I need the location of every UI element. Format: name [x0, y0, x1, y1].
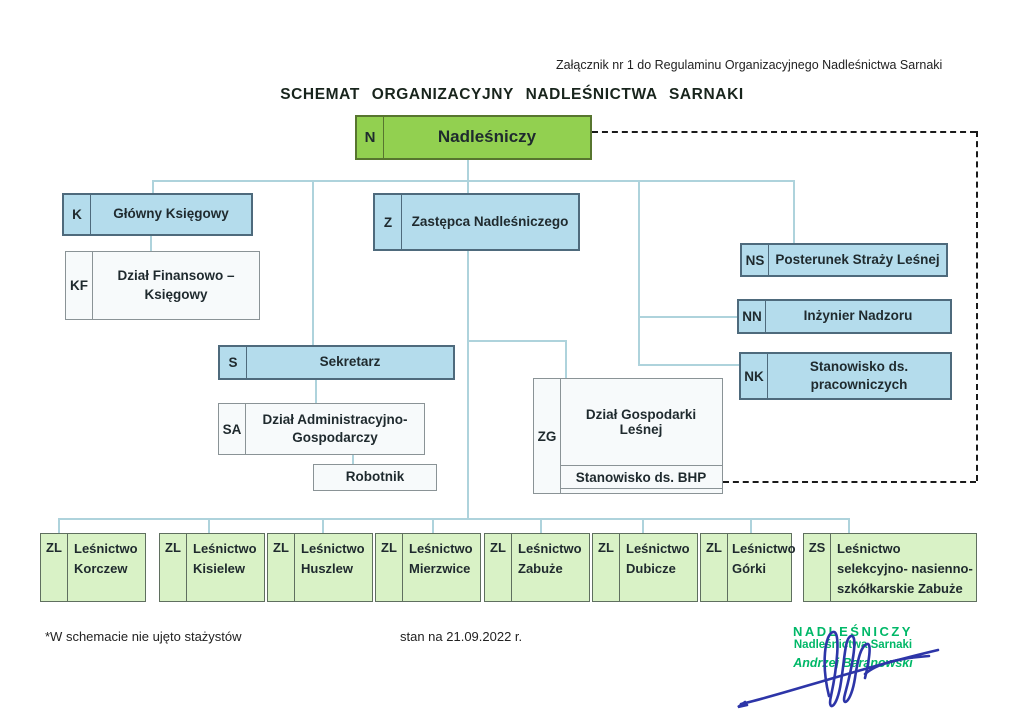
connector-drop-leaf-8: [848, 518, 850, 533]
box-lesnictwo-huszlew-label: Leśnictwo Huszlew: [301, 541, 365, 577]
box-inzynier-nadzoru-code: NN: [739, 301, 766, 332]
dashed-connector-top: [592, 131, 976, 133]
as-of-date: stan na 21.09.2022 r.: [400, 629, 523, 644]
box-inzynier-nadzoru: [737, 299, 952, 334]
box-lesnictwo-zabuze-label: Leśnictwo Zabuże: [518, 541, 582, 577]
dashed-connector-right: [976, 131, 978, 481]
box-posterunek-strazy-lesnej-code: NS: [742, 245, 769, 275]
dashed-connector-bhp: [723, 481, 976, 483]
box-lesnictwo-gorki-code: ZL: [701, 534, 728, 601]
box-sekretarz-label: Sekretarz: [319, 354, 381, 370]
footnote: *W schemacie nie ujęto stażystów: [45, 629, 242, 644]
connector-n-trunk: [467, 160, 469, 180]
connector-drop-zg: [565, 340, 567, 378]
connector-z-bottom-trunk: [467, 251, 469, 518]
box-lesnictwo-dubicze-code: ZL: [593, 534, 620, 601]
stamp-name: Andrzej Baranowski: [793, 656, 913, 670]
box-zastepca-nadlesniczego: [373, 193, 580, 251]
connector-k-kf: [150, 236, 152, 251]
box-lesnictwo-korczew-code: ZL: [41, 534, 68, 601]
box-stanowisko-bhp-label: Stanowisko ds. BHP: [560, 465, 722, 489]
box-lesnictwo-selekcyjne-zabuze-label: Leśnictwo selekcyjno- nasienno- szkółkarskie Zabuże: [837, 541, 973, 597]
box-lesnictwo-huszlew-code: ZL: [268, 534, 295, 601]
box-dzial-gospodarki-lesnej: [533, 378, 723, 494]
box-lesnictwo-kisielew-label: Leśnictwo Kisielew: [193, 541, 257, 577]
box-glowny-ksiegowy-code: K: [64, 195, 91, 234]
box-stanowisko-pracowniczych-code: NK: [741, 354, 768, 398]
connector-right-spine: [638, 180, 640, 366]
box-lesnictwo-dubicze: [592, 533, 698, 602]
box-posterunek-strazy-lesnej-label: Posterunek Straży Leśnej: [775, 251, 940, 267]
box-zastepca-nadlesniczego-code: Z: [375, 195, 402, 249]
box-lesnictwo-kisielew-code: ZL: [160, 534, 187, 601]
box-dzial-gospodarki-lesnej-code: ZG: [534, 379, 561, 493]
connector-drop-leaf-5: [540, 518, 542, 533]
box-lesnictwo-gorki: [700, 533, 796, 602]
box-lesnictwo-korczew: [40, 533, 146, 602]
box-dzial-administracyjno-gospodarczy-label: Dział Administracyjno- Gospodarczy: [262, 411, 408, 445]
box-dzial-finansowo-ksiegowy-label: Dział Finansowo – Księgowy: [117, 268, 235, 302]
box-sekretarz-code: S: [220, 347, 247, 378]
box-robotnik-label: Robotnik: [345, 469, 405, 485]
connector-drop-leaf-3: [322, 518, 324, 533]
box-glowny-ksiegowy: [62, 193, 253, 236]
box-dzial-finansowo-ksiegowy: [65, 251, 260, 320]
box-lesnictwo-zabuze: [484, 533, 590, 602]
box-dzial-gospodarki-lesnej-label: Dział Gospodarki Leśnej: [585, 407, 697, 437]
connector-drop-leaf-6: [642, 518, 644, 533]
connector-branch-nk: [638, 364, 740, 366]
connector-sa-robotnik: [352, 455, 354, 464]
connector-trunk: [152, 180, 795, 182]
connector-branch-nn: [638, 316, 738, 318]
box-lesnictwo-selekcyjne-zabuze-code: ZS: [804, 534, 831, 601]
box-lesnictwo-zabuze-code: ZL: [485, 534, 512, 601]
stamp-unit: Nadleśnictwa Sarnaki: [793, 639, 913, 651]
box-lesnictwo-gorki-label: Leśnictwo Górki: [732, 541, 796, 577]
attachment-note: Załącznik nr 1 do Regulaminu Organizacyjnego Nadleśnictwa Sarnaki: [556, 58, 943, 72]
stamp-title: NADLEŚNICZY: [793, 624, 913, 639]
box-lesnictwo-kisielew: [159, 533, 265, 602]
handwritten-signature-icon: [733, 612, 973, 717]
connector-drop-z: [467, 180, 469, 194]
box-lesnictwo-mierzwice: [375, 533, 481, 602]
connector-drop-s: [312, 180, 314, 345]
box-glowny-ksiegowy-label: Główny Księgowy: [113, 206, 229, 222]
box-stanowisko-pracowniczych: [739, 352, 952, 400]
connector-bottom-trunk: [58, 518, 850, 520]
box-inzynier-nadzoru-label: Inżynier Nadzoru: [803, 308, 913, 324]
box-nadlesniczy: [355, 115, 592, 160]
box-dzial-administracyjno-gospodarczy: [218, 403, 425, 455]
box-lesnictwo-dubicze-label: Leśnictwo Dubicze: [626, 541, 690, 577]
signature-block: [733, 612, 973, 717]
connector-drop-leaf-2: [208, 518, 210, 533]
box-lesnictwo-selekcyjne-zabuze: [803, 533, 977, 602]
box-nadlesniczy-label: Nadleśniczy: [437, 127, 537, 147]
box-lesnictwo-huszlew: [267, 533, 373, 602]
page-title: SCHEMAT ORGANIZACYJNY NADLEŚNICTWA SARNAKI: [280, 86, 744, 103]
box-dzial-finansowo-ksiegowy-code: KF: [66, 252, 93, 319]
box-dzial-administracyjno-gospodarczy-code: SA: [219, 404, 246, 454]
box-lesnictwo-mierzwice-label: Leśnictwo Mierzwice: [409, 541, 473, 577]
connector-drop-leaf-7: [750, 518, 752, 533]
connector-drop-leaf-4: [432, 518, 434, 533]
connector-drop-leaf-1: [58, 518, 60, 533]
connector-s-sa: [315, 380, 317, 403]
box-posterunek-strazy-lesnej: [740, 243, 948, 277]
box-nadlesniczy-code: N: [357, 117, 384, 158]
box-sekretarz: [218, 345, 455, 380]
connector-drop-k: [152, 180, 154, 194]
box-lesnictwo-korczew-label: Leśnictwo Korczew: [74, 541, 138, 577]
connector-drop-ns: [793, 180, 795, 243]
box-robotnik: [313, 464, 437, 491]
connector-branch-zg: [467, 340, 567, 342]
box-stanowisko-pracowniczych-label: Stanowisko ds. pracowniczych: [809, 358, 909, 392]
box-lesnictwo-mierzwice-code: ZL: [376, 534, 403, 601]
box-zastepca-nadlesniczego-label: Zastępca Nadleśniczego: [411, 213, 569, 229]
